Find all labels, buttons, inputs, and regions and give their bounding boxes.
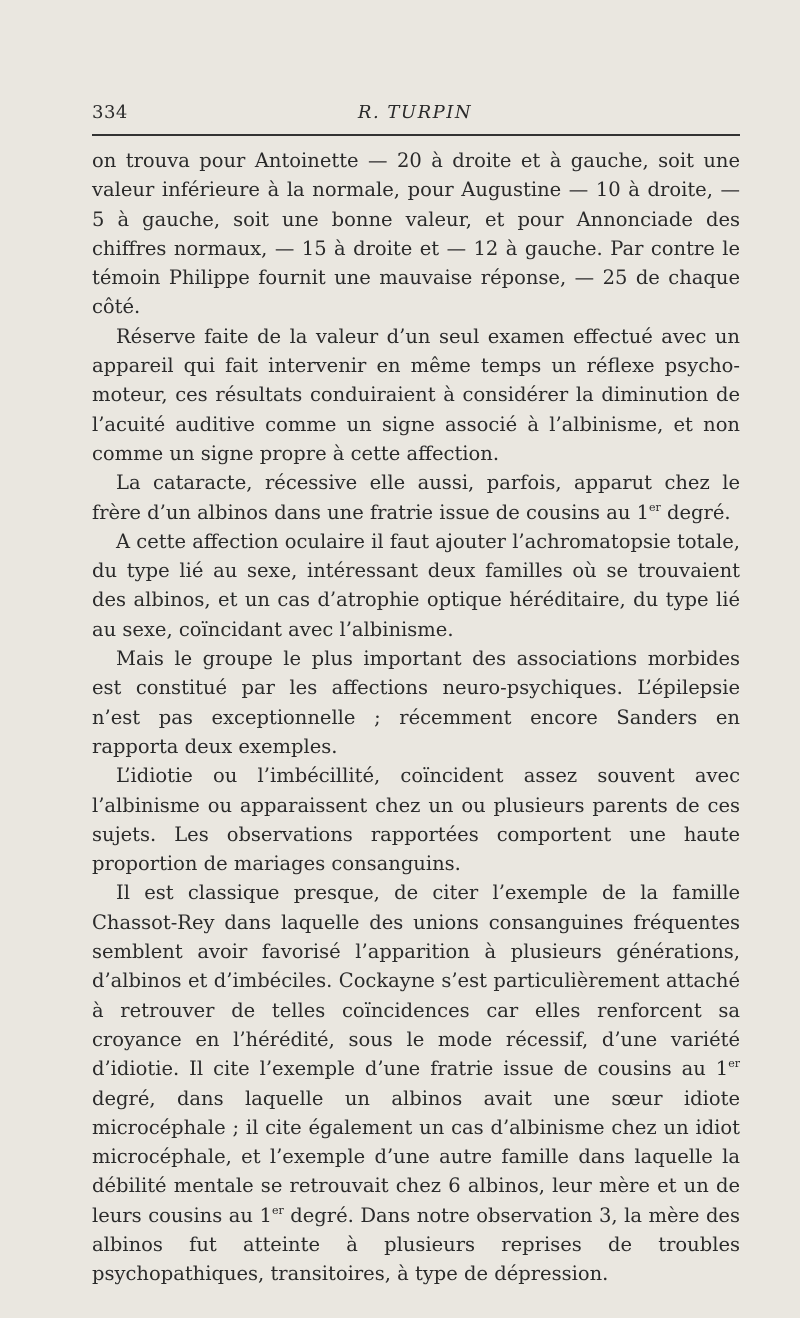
paragraph-5: Mais le groupe le plus important des associations morbides est constitué par les affections neuro-psychiques. L’épilepsie n’est pas exceptionnelle ; récemment encore Sanders en rapporta deux exemples. bbox=[92, 647, 740, 758]
paragraph-3-text-b: degré. bbox=[660, 500, 731, 524]
ordinal-superscript: er bbox=[649, 500, 661, 514]
page-header bbox=[92, 100, 738, 130]
ordinal-superscript: er bbox=[728, 1057, 740, 1071]
header-rule bbox=[92, 134, 740, 136]
paragraph-7 bbox=[92, 878, 740, 1288]
paragraph-3 bbox=[92, 468, 740, 527]
paragraph-7-text-c: degré. Dans notre observation 3, la mère des albinos fut atteinte à plusieurs reprises de troubles psychopathiques, transitoires, à type de dépression. bbox=[92, 1203, 740, 1286]
paragraph-4: A cette affection oculaire il faut ajouter l’achromatopsie totale, du type lié au sexe, intéressant deux familles où se trouvaient des albinos, et un cas d’atrophie optique héréditaire, du type lié au sexe, coïncidant avec l’albinisme. bbox=[92, 529, 740, 641]
paragraph-7-text-b: degré, dans laquelle un albinos avait une sœur idiote microcéphale ; il cite également un cas d’albinisme chez un idiot microcéphale, et l’exemple d’une autre famille dans laquelle la débilité mentale se retrouvait chez 6 albinos, leur mère et un de leurs cousins au 1 bbox=[92, 1086, 740, 1227]
running-head: R. TURPIN bbox=[357, 102, 473, 123]
paragraph-3-text-a: La cataracte, récessive elle aussi, parfois, apparut chez le frère d’un albinos dans une fratrie issue de cousins au 1 bbox=[92, 471, 740, 524]
page-number: 334 bbox=[92, 102, 128, 123]
paragraph-2: Réserve faite de la valeur d’un seul examen effectué avec un appareil qui fait intervenir en même temps un réflexe psycho-moteur, ces résultats conduiraient à considérer la diminution de l’acuité auditive comme un signe associé à l’albinisme, et non comme un signe propre à cette affection. bbox=[92, 324, 740, 465]
paragraph-6: L’idiotie ou l’imbécillité, coïncident assez souvent avec l’albinisme ou apparaissent chez un ou plusieurs parents de ces sujets. Les observations rapportées comportent une haute proportion de mariages consanguins. bbox=[92, 764, 740, 876]
ordinal-superscript: er bbox=[271, 1203, 284, 1217]
paragraph-1: on trouva pour Antoinette — 20 à droite et à gauche, soit une valeur inférieure à la normale, pour Augustine — 10 à droite, — 5 à gauche, soit une bonne valeur, et pour Annonciade des chiffres normaux, — 15 à droite et — 12 à gauche. Par contre le témoin Philippe fournit une mauvaise réponse, — 25 de chaque côté. bbox=[92, 149, 740, 319]
body-text bbox=[92, 146, 740, 1289]
paragraph-7-text-a: Il est classique presque, de citer l’exemple de la famille Chassot-Rey dans laquelle des unions consanguines fréquentes semblent avoir favorisé l’apparition à plusieurs générations, d’albinos et d’imbéciles. Cockayne s’est particulièrement attaché à retrouver de telles coïncidences car elles renforcent sa croyance en l’hérédité, sous le mode récessif, d’une variété d’idiotie. Il cite l’exemple d’une fratrie issue de cousins au 1 bbox=[92, 881, 740, 1081]
